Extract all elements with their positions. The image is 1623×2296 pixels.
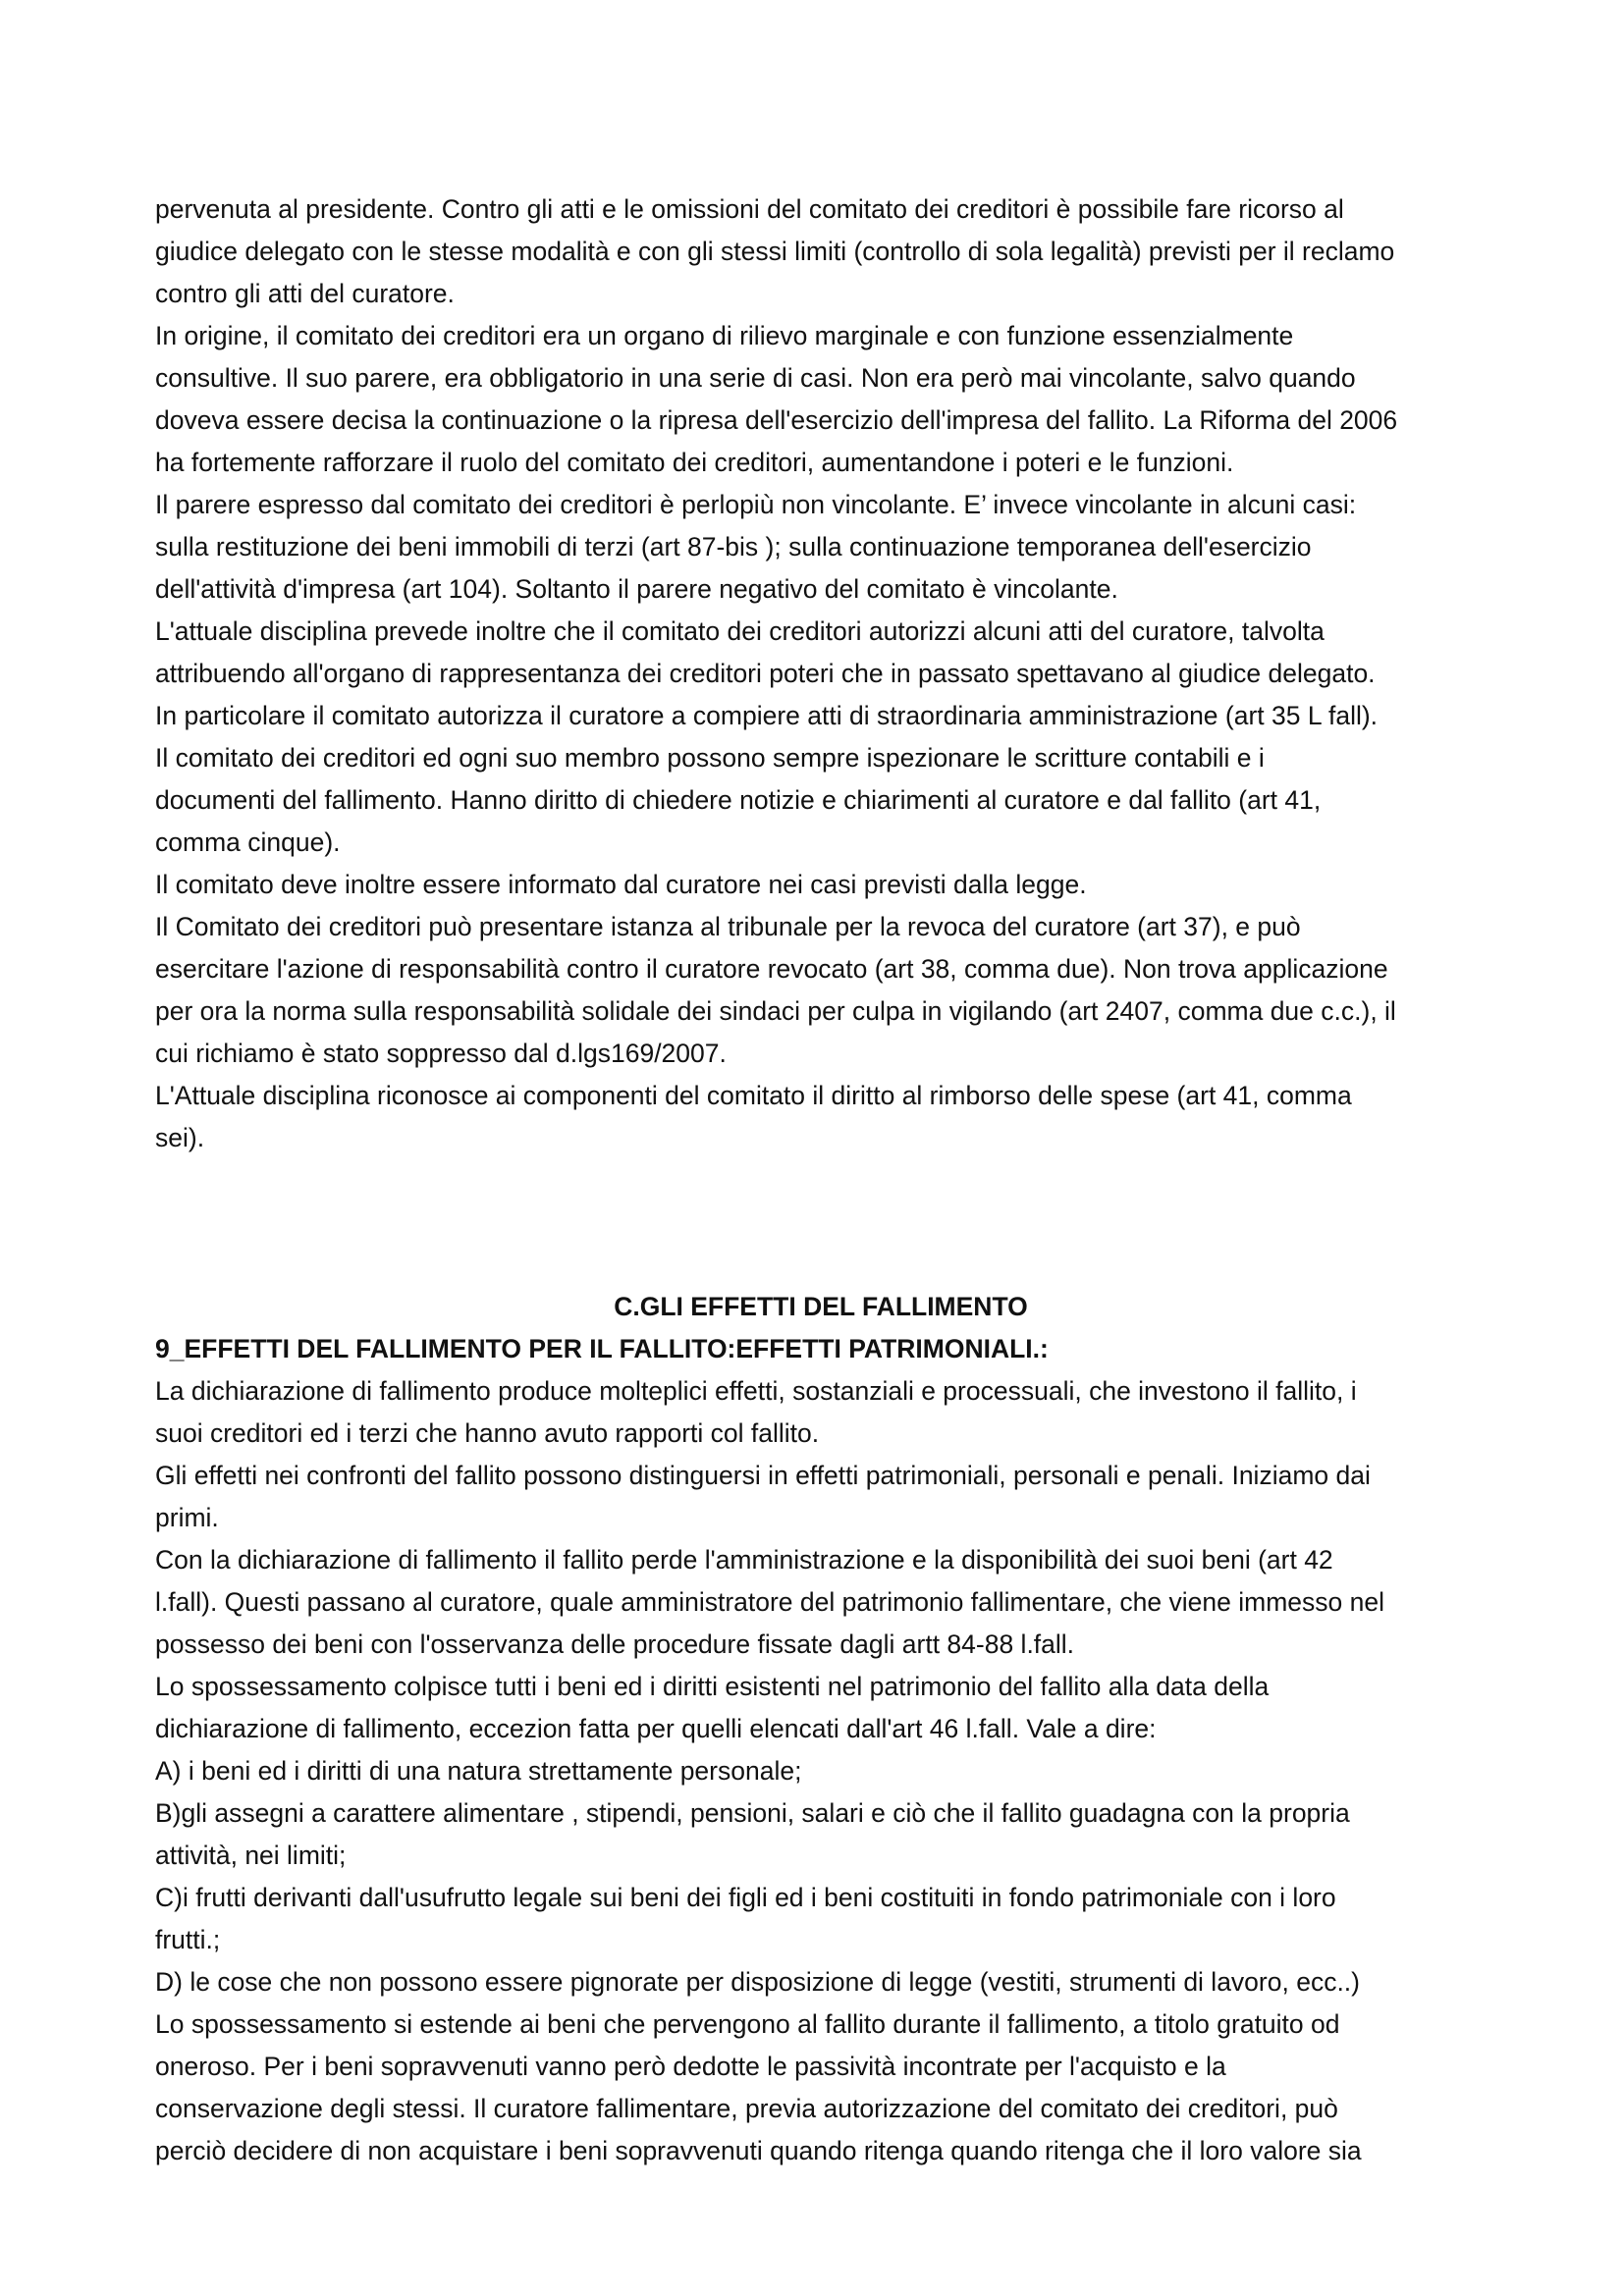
text-line: attribuendo all'organo di rappresentanza dei creditori poteri che in passato spettavano al giudice delegato. bbox=[155, 659, 1376, 688]
text-line: conservazione degli stessi. Il curatore fallimentare, previa autorizzazione del comitato dei creditori, può bbox=[155, 2094, 1338, 2123]
text-line: Il parere espresso dal comitato dei creditori è perlopiù non vincolante. E’ invece vincolante in alcuni casi: bbox=[155, 490, 1357, 519]
text-line: doveva essere decisa la continuazione o la ripresa dell'esercizio dell'impresa del fallito. La Riforma del 2006 bbox=[155, 405, 1398, 435]
text-line: cui richiamo è stato soppresso dal d.lgs169/2007. bbox=[155, 1039, 727, 1068]
text-line: sulla restituzione dei beni immobili di terzi (art 87-bis ); sulla continuazione temporanea dell'esercizio bbox=[155, 532, 1312, 561]
list-item-c: C)i frutti derivanti dall'usufrutto legale sui beni dei figli ed i beni costituiti in fondo patrimoniale con i loro bbox=[155, 1883, 1336, 1912]
text-line: Il comitato deve inoltre essere informato dal curatore nei casi previsti dalla legge. bbox=[155, 870, 1087, 899]
section-title: C.GLI EFFETTI DEL FALLIMENTO bbox=[614, 1292, 1028, 1321]
text-line: La dichiarazione di fallimento produce molteplici effetti, sostanziali e processuali, che investono il fallito, i bbox=[155, 1376, 1357, 1406]
text-line: Gli effetti nei confronti del fallito possono distinguersi in effetti patrimoniali, personali e penali. Iniziamo dai bbox=[155, 1461, 1371, 1490]
subsection-title: 9_EFFETTI DEL FALLIMENTO PER IL FALLITO:EFFETTI PATRIMONIALI.: bbox=[155, 1334, 1049, 1363]
text-line: consultive. Il suo parere, era obbligatorio in una serie di casi. Non era però mai vincolante, salvo quando bbox=[155, 363, 1356, 393]
text-line: Lo spossessamento colpisce tutti i beni ed i diritti esistenti nel patrimonio del fallito alla data della bbox=[155, 1672, 1270, 1701]
committee-text-block bbox=[155, 188, 1487, 1159]
text-line: per ora la norma sulla responsabilità solidale dei sindaci per culpa in vigilando (art 2407, comma due c.c.), il bbox=[155, 996, 1396, 1026]
text-line: Con la dichiarazione di fallimento il fallito perde l'amministrazione e la disponibilità dei suoi beni (art 42 bbox=[155, 1545, 1333, 1575]
text-line: frutti.; bbox=[155, 1925, 221, 1954]
text-line: comma cinque). bbox=[155, 828, 341, 857]
text-line: giudice delegato con le stesse modalità e con gli stessi limiti (controllo di sola legalità) previsti per il reclamo bbox=[155, 237, 1395, 266]
text-line: pervenuta al presidente. Contro gli atti e le omissioni del comitato dei creditori è possibile fare ricorso al bbox=[155, 194, 1344, 224]
text-line: esercitare l'azione di responsabilità contro il curatore revocato (art 38, comma due). Non trova applicazione bbox=[155, 954, 1388, 984]
text-line: contro gli atti del curatore. bbox=[155, 279, 455, 308]
list-item-d: D) le cose che non possono essere pignorate per disposizione di legge (vestiti, strumenti di lavoro, ecc..) bbox=[155, 1967, 1360, 1997]
text-line: dell'attività d'impresa (art 104). Soltanto il parere negativo del comitato è vincolante. bbox=[155, 574, 1118, 604]
text-line: Il Comitato dei creditori può presentare istanza al tribunale per la revoca del curatore (art 37), e può bbox=[155, 912, 1301, 941]
text-line: In origine, il comitato dei creditori era un organo di rilievo marginale e con funzione essenzialmente bbox=[155, 321, 1294, 350]
text-line: oneroso. Per i beni sopravvenuti vanno però dedotte le passività incontrate per l'acquisto e la bbox=[155, 2052, 1226, 2081]
text-line: Il comitato dei creditori ed ogni suo membro possono sempre ispezionare le scritture contabili e i bbox=[155, 743, 1265, 773]
text-line: perciò decidere di non acquistare i beni sopravvenuti quando ritenga quando ritenga che il loro valore sia bbox=[155, 2136, 1362, 2165]
text-line: possesso dei beni con l'osservanza delle procedure fissate dagli artt 84-88 l.fall. bbox=[155, 1629, 1075, 1659]
text-line: ha fortemente rafforzare il ruolo del comitato dei creditori, aumentandone i poteri e le funzioni. bbox=[155, 448, 1234, 477]
text-line: sei). bbox=[155, 1123, 205, 1152]
text-line: primi. bbox=[155, 1503, 219, 1532]
effects-text-block bbox=[155, 1370, 1487, 2172]
text-line: L'attuale disciplina prevede inoltre che il comitato dei creditori autorizzi alcuni atti del curatore, talvolta bbox=[155, 616, 1325, 646]
list-item-b: B)gli assegni a carattere alimentare , stipendi, pensioni, salari e ciò che il fallito guadagna con la propria bbox=[155, 1798, 1350, 1828]
document-page bbox=[155, 188, 1487, 2172]
text-line: L'Attuale disciplina riconosce ai componenti del comitato il diritto al rimborso delle spese (art 41, comma bbox=[155, 1081, 1352, 1110]
text-line: In particolare il comitato autorizza il curatore a compiere atti di straordinaria amministrazione (art 35 L fall). bbox=[155, 701, 1379, 730]
section-spacer bbox=[155, 1159, 1487, 1286]
list-item-a: A) i beni ed i diritti di una natura strettamente personale; bbox=[155, 1756, 802, 1786]
text-line: Lo spossessamento si estende ai beni che pervengono al fallito durante il fallimento, a titolo gratuito od bbox=[155, 2009, 1340, 2039]
text-line: dichiarazione di fallimento, eccezion fatta per quelli elencati dall'art 46 l.fall. Vale a dire: bbox=[155, 1714, 1157, 1743]
text-line: attività, nei limiti; bbox=[155, 1841, 347, 1870]
text-line: suoi creditori ed i terzi che hanno avuto rapporti col fallito. bbox=[155, 1418, 820, 1448]
text-line: documenti del fallimento. Hanno diritto di chiedere notizie e chiarimenti al curatore e dal fallito (art 41, bbox=[155, 785, 1322, 815]
text-line: l.fall). Questi passano al curatore, quale amministratore del patrimonio fallimentare, che viene immesso nel bbox=[155, 1587, 1384, 1617]
